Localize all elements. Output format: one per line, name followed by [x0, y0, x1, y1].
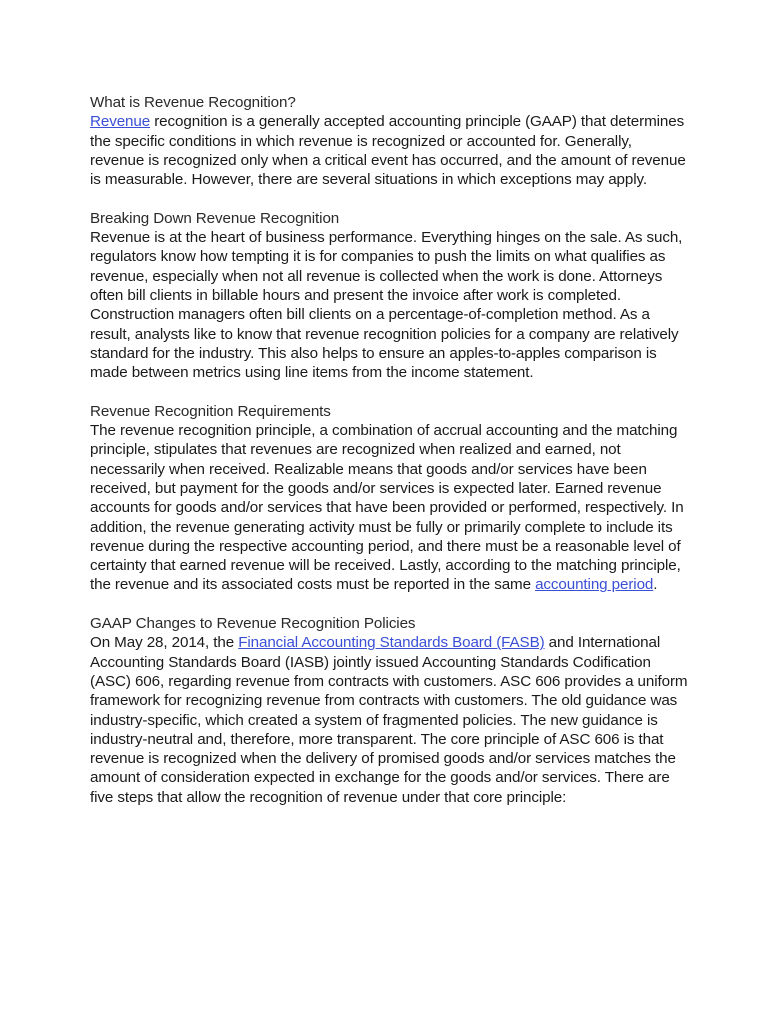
revenue-link[interactable]: Revenue	[90, 113, 151, 131]
accounting-period-link[interactable]: accounting period	[535, 576, 654, 594]
fasb-link[interactable]: Financial Accounting Standards Board (FASB)	[238, 634, 545, 652]
section-heading: What is Revenue Recognition?	[90, 94, 296, 111]
paragraph-text: recognition is a generally accepted accounting principle (GAAP) that determines the specific conditions in which revenue is recognized or accounted for. Generally, revenue is recognized only when a critical event has occurred, and the amount of revenue is measurable. However, there are several situations in which exceptions may apply.	[90, 113, 686, 189]
section-gaap-changes	[90, 614, 690, 807]
section-paragraph	[90, 421, 690, 595]
section-paragraph	[90, 112, 690, 189]
section-what-is-revenue-recognition	[90, 93, 690, 189]
section-breaking-down	[90, 209, 690, 383]
section-heading: Breaking Down Revenue Recognition	[90, 209, 340, 227]
document-page	[90, 93, 690, 826]
section-paragraph	[90, 633, 690, 807]
section-heading: GAAP Changes to Revenue Recognition Policies	[90, 615, 416, 633]
section-heading: Revenue Recognition Requirements	[90, 402, 331, 420]
paragraph-text: On May 28, 2014, the	[90, 634, 239, 652]
section-paragraph: Revenue is at the heart of business performance. Everything hinges on the sale. As such, regulators know how tempting it is for companies to push the limits on what qualifies as revenue, especially when not all revenue is collected when the work is done. Attorneys often bill clients in billable hours and present the invoice after work is completed. Construction managers often bill clients on a percentage-of-completion method. As a result, analysts like to know that revenue recognition policies for a company are relatively standard for the industry. This also helps to ensure an apples-to-apples comparison is made between metrics using line items from the income statement.	[90, 229, 683, 382]
section-requirements	[90, 402, 690, 595]
paragraph-text: The revenue recognition principle, a combination of accrual accounting and the matching principle, stipulates that revenues are recognized when realized and earned, not necessarily when received. Realizable means that goods and/or services have been received, but payment for the goods and/or services is expected later. Earned revenue accounts for goods and/or services that have been provided or performed, respectively. In addition, the revenue generating activity must be fully or primarily complete to include its revenue during the respective accounting period, and there must be a reasonable level of certainty that earned revenue will be received. Lastly, according to the matching principle, the revenue and its associated costs must be reported in the same	[90, 422, 684, 594]
paragraph-text-end: .	[653, 576, 658, 594]
paragraph-text-end: and International Accounting Standards Board (IASB) jointly issued Accounting Standards Codification (ASC) 606, regarding revenue from contracts with customers. ASC 606 provides a uniform framework for recognizing revenue from contracts with customers. The old guidance was industry-specific, which created a system of fragmented policies. The new guidance is industry-neutral and, therefore, more transparent. The core principle of ASC 606 is that revenue is recognized when the delivery of promised goods and/or services matches the amount of consideration expected in exchange for the goods and/or services. There are five steps that allow the recognition of revenue under that core principle:	[90, 634, 688, 806]
